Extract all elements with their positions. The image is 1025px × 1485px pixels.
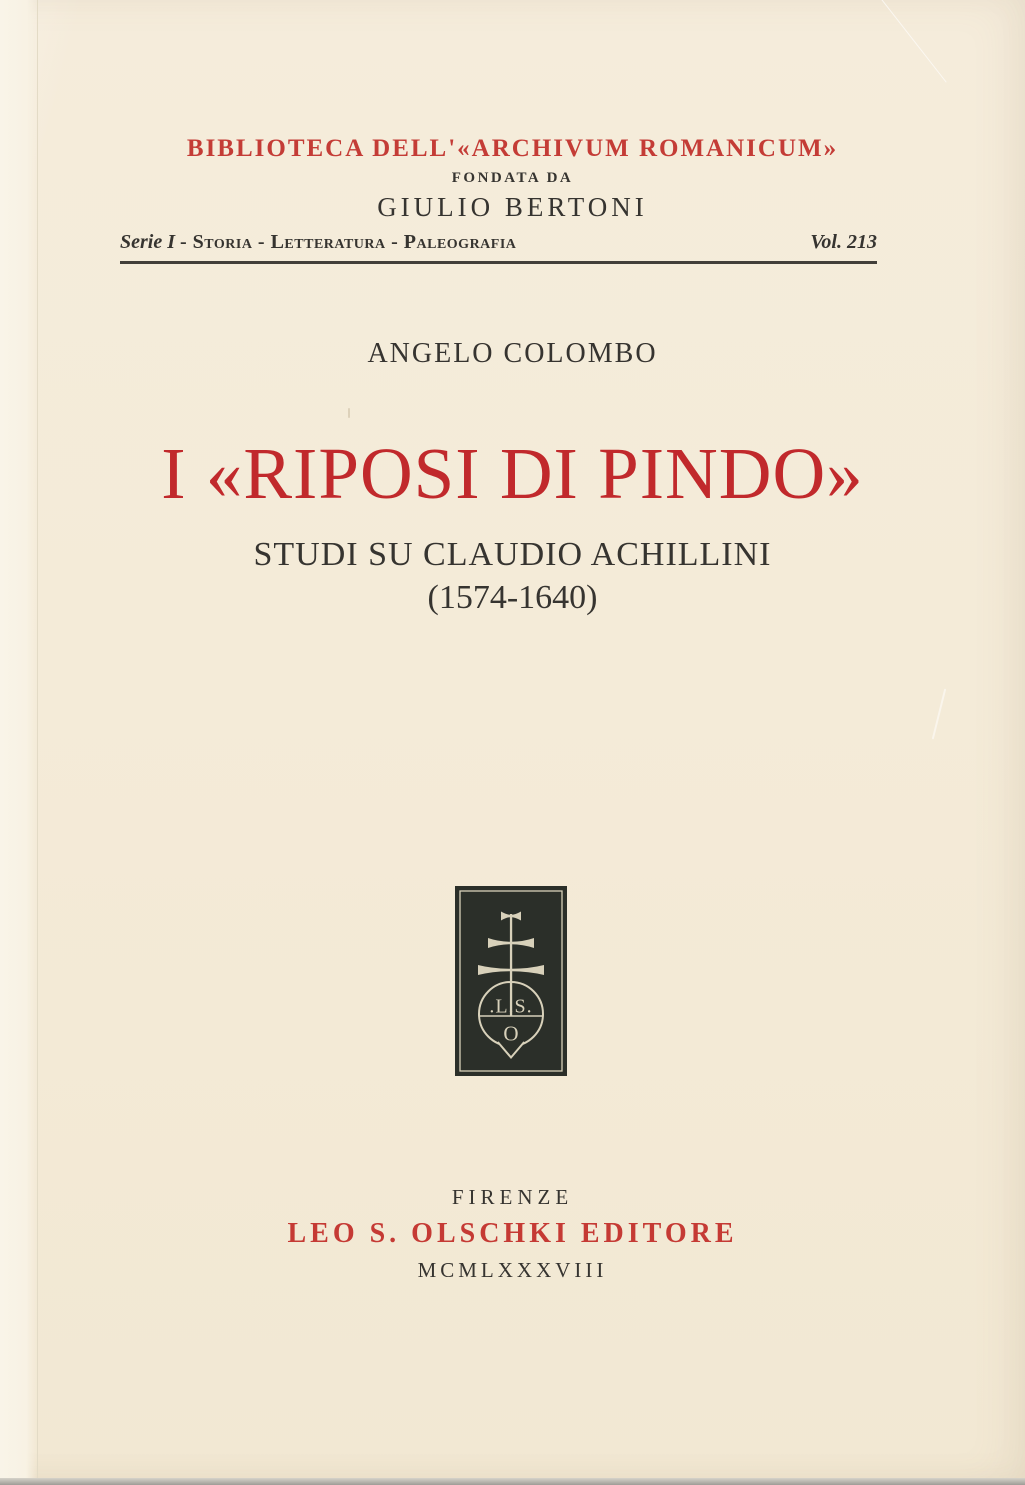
header-rule bbox=[120, 261, 877, 264]
device-monogram-bottom: O bbox=[503, 1021, 519, 1046]
life-dates: (1574-1640) bbox=[427, 579, 598, 616]
paper-scratch bbox=[932, 689, 947, 740]
book-subtitle: STUDI SU CLAUDIO ACHILLINI bbox=[253, 536, 772, 573]
founded-by-label: FONDATA DA bbox=[451, 170, 574, 186]
olschki-printer-mark-svg bbox=[455, 886, 567, 1076]
series-number: Serie I bbox=[120, 231, 180, 253]
founder-name: GIULIO BERTONI bbox=[377, 192, 648, 222]
series-subject-list: - Storia - Letteratura - Paleografia bbox=[180, 231, 517, 253]
series-info-row bbox=[120, 232, 877, 252]
book-title: I «RIPOSI DI PINDO» bbox=[161, 433, 864, 514]
imprint-publisher: LEO S. OLSCHKI EDITORE bbox=[287, 1218, 738, 1249]
scan-bottom-edge bbox=[0, 1478, 1025, 1485]
paper-crease bbox=[872, 0, 947, 83]
volume-number: Vol. 213 bbox=[810, 231, 877, 253]
device-monogram-top: .L.S. bbox=[489, 995, 533, 1018]
paper-speck bbox=[348, 408, 350, 418]
series-subjects bbox=[120, 232, 516, 252]
author-name: ANGELO COLOMBO bbox=[367, 338, 658, 369]
imprint-year: MCMLXXXVIII bbox=[417, 1258, 608, 1282]
publisher-device-icon bbox=[455, 886, 567, 1076]
imprint-city: FIRENZE bbox=[451, 1185, 574, 1209]
series-banner: BIBLIOTECA DELL'«ARCHIVUM ROMANICUM» bbox=[186, 135, 839, 162]
